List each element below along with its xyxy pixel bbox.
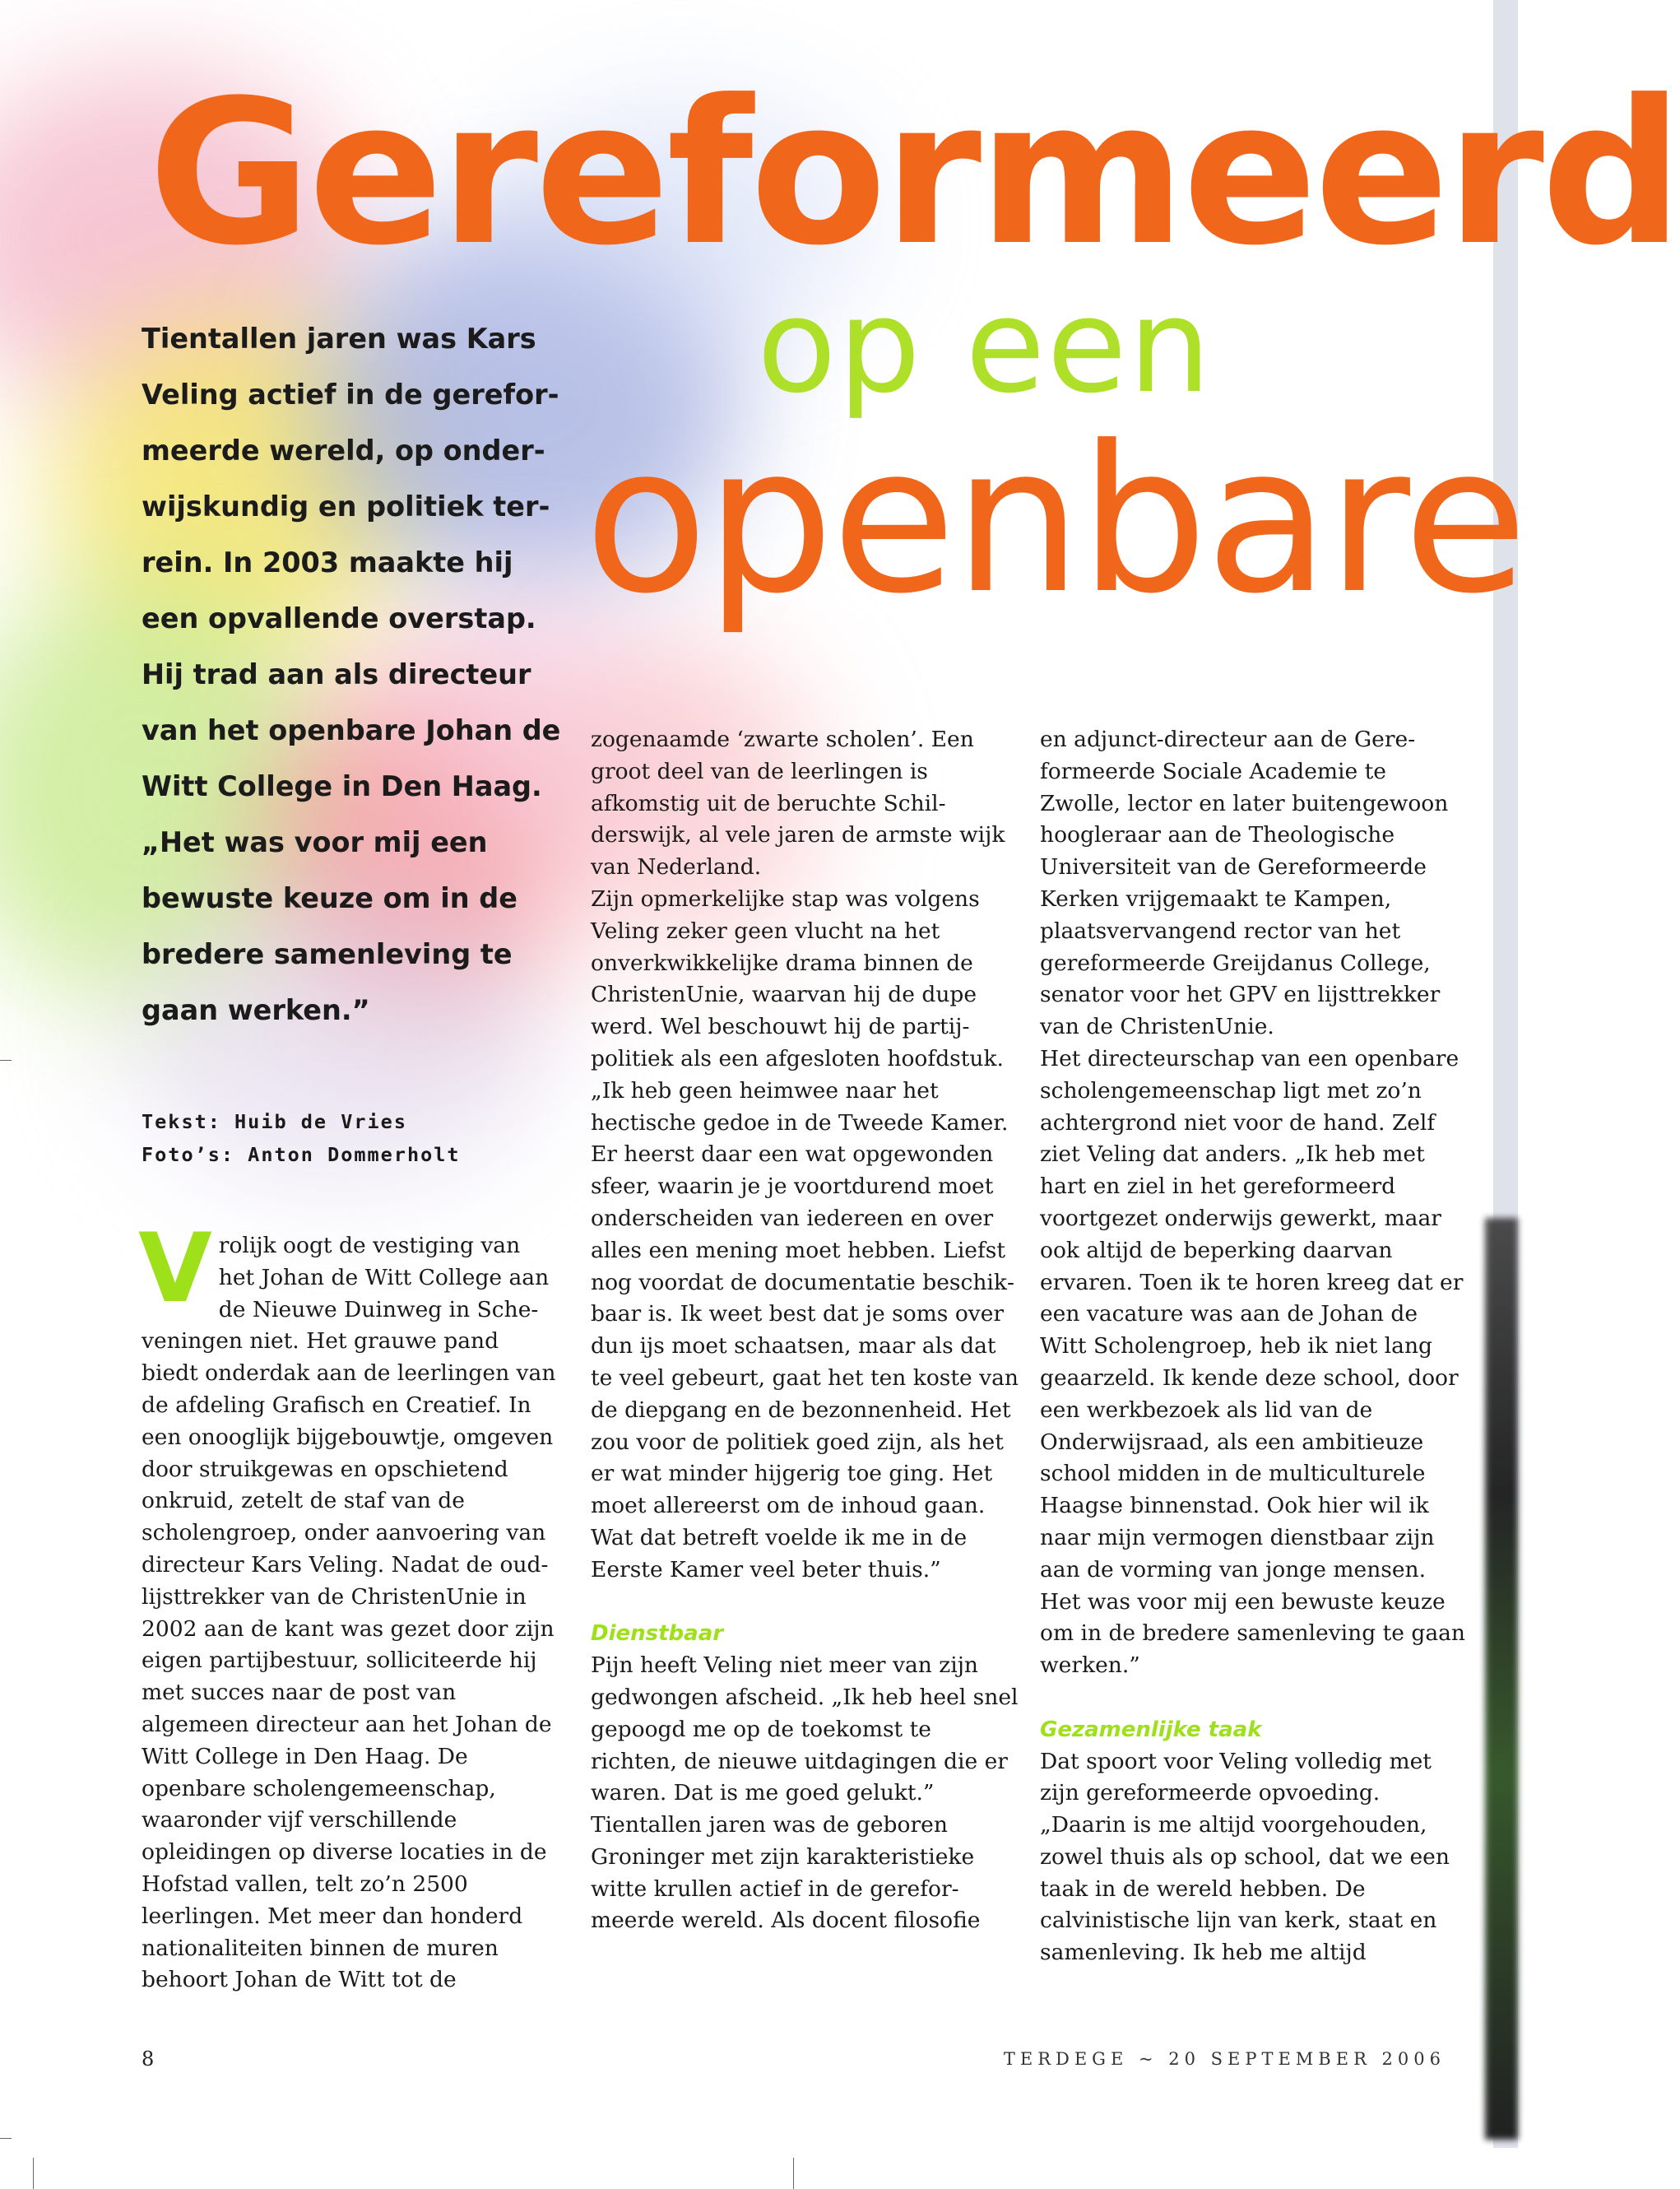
page-number: 8	[142, 2047, 155, 2070]
article-paragraph: zogenaamde ‘zwarte scholen’. Een groot deel van de leerlingen is afkomstig uit de beruchte Schilderswijk, al vele jaren de armste wijk van Nederland.	[591, 727, 1005, 881]
crop-mark	[33, 2158, 34, 2189]
article-paragraph: Tientallen jaren was de geboren Groninger met zijn karakteristieke witte krullen actief in de gereformeerde wereld. Als docent filosofie	[591, 1812, 981, 1934]
article-paragraph: Zijn opmerkelijke stap was volgens Veling zeker geen vlucht na het onverkwikkelijke drama binnen de ChristenUnie, waarvan hij de dupe werd. Wel beschouwt hij de partijpolitiek als een afgesloten hoofdstuk. „Ik heb geen heimwee naar het hectische gedoe in de Tweede Kamer. Er heerst daar een wat opgewonden sfeer, waarin je je voortdurend moet onderscheiden van iedereen en over alles een mening moet hebben. Liefst nog voordat de documentatie beschikbaar is. Ik weet best dat je soms over dun ijs moet schaatsen, maar als dat te veel gebeurt, gaat het ten koste van de diepgang en de bezonnenheid. Het zou voor de politiek goed zijn, als het er wat minder hijgerig toe ging. Het moet allereerst om de inhoud gaan. Wat dat betreft voelde ik me in de Eerste Kamer veel beter thuis.”	[591, 885, 1019, 1582]
headline-line-1: Gereformeerd	[148, 58, 1680, 290]
subheading-gezamenlijke-taak: Gezamenlijke taak	[1040, 1717, 1262, 1742]
headline-line-3: openbare	[584, 403, 1525, 639]
subheading-dienstbaar: Dienstbaar	[591, 1621, 724, 1647]
crop-mark	[0, 1060, 12, 1061]
article-paragraph: Het directeurschap van een openbare scholengemeenschap ligt met zo’n achtergrond niet voor de hand. Zelf ziet Veling dat anders. „Ik heb met hart en ziel in het gereformeerd voortgezet onderwijs gewerkt, maar ook altijd de beperking daarvan ervaren. Toen ik te horen kreeg dat er een vacature was aan de Johan de Witt Scholengroep, heb ik niet lang geaarzeld. Ik kende deze school, door een werkbezoek als lid van de Onderwijsraad, als een ambitieuze school midden in de multiculturele Haagse binnenstad. Ook hier wil ik naar mijn vermogen dienstbaar zijn aan de vorming van jonge mensen. Het was voor mij een bewuste keuze om in de bredere samenleving te gaan werken.”	[1040, 1045, 1465, 1679]
article-paragraph: Dat spoort voor Veling volledig met zijn gereformeerde opvoeding. „Daarin is me altijd voorgehouden, zowel thuis als op school, dat we een taak in de wereld hebben. De calvinistische lijn van kerk, staat en samenleving. Ik heb me altijd	[1040, 1748, 1450, 1966]
article-column-2	[591, 724, 1019, 1937]
credits	[142, 1105, 461, 1171]
article-paragraph: en adjunct-directeur aan de Gereformeerde Sociale Academie te Zwolle, lector en later buitengewoon hoogleraar aan de Theologische Universiteit van de Gereformeerde Kerken vrijgemaakt te Kampen, plaatsvervangend rector van het gereformeerde Greijdanus College, senator voor het GPV en lijsttrekker van de ChristenUnie.	[1040, 727, 1449, 1040]
crop-mark	[793, 2158, 794, 2189]
crop-mark	[0, 2138, 12, 2139]
intro-lead: Tientallen jaren was Kars Veling actief in de gereformeerde wereld, op onderwijskundig en politiek terrein. In 2003 maakte hij een opvallende overstap. Hij trad aan als directeur van het openbare Johan de Witt College in Den Haag. „Het was voor mij een bewuste keuze om in de bredere samenleving te gaan werken.”	[142, 323, 561, 1026]
article-column-1	[138, 1213, 557, 1996]
article-column-3	[1040, 724, 1468, 1969]
article-paragraph: Pijn heeft Veling niet meer van zijn gedwongen afscheid. „Ik heb heel snel gepoogd me op de toekomst te richten, de nieuwe uitdagingen die er waren. Dat is me goed gelukt.”	[591, 1652, 1019, 1806]
masthead: TERDEGE ~ 20 SEPTEMBER 2006	[1003, 2049, 1446, 2069]
credit-photos: Foto’s: Anton Dommerholt	[142, 1143, 461, 1166]
headline-line-2: op een	[757, 271, 1213, 422]
credit-text: Tekst: Huib de Vries	[142, 1110, 407, 1133]
article-paragraph: Vrolijk oogt de vestiging van het Johan de Witt College aan de Nieuwe Duinweg in Scheveningen niet. Het grauwe pand biedt onderdak aan de leerlingen van de afdeling Grafisch en Creatief. In een onooglijk bijgebouwtje, omgeven door struikgewas en opschietend onkruid, zetelt de staf van de scholengroep, onder aanvoering van directeur Kars Veling. Nadat de oud-lijsttrekker van de ChristenUnie in 2002 aan de kant was gezet door zijn eigen partijbestuur, solliciteerde hij met succes naar de post van algemeen directeur aan het Johan de Witt College in Den Haag. De openbare scholengemeenschap, waaronder vijf verschillende opleidingen op diverse locaties in de Hofstad vallen, telt zo’n 2500 leerlingen. Met meer dan honderd nationaliteiten binnen de muren behoort Johan de Witt tot de	[138, 1213, 556, 1993]
drop-cap: V	[138, 1213, 212, 1324]
